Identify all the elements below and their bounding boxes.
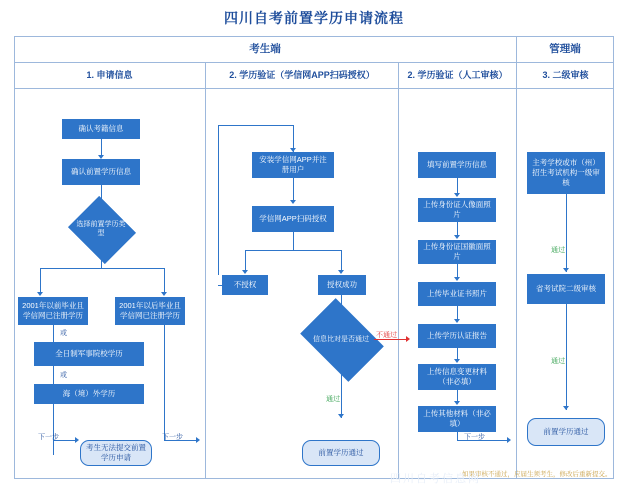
conn-c1-3 <box>101 250 102 268</box>
arrow-c3-7 <box>507 437 511 443</box>
conn-c4-1 <box>566 194 567 272</box>
footer-note: 如果审核不通过，应届生须考生，修改后重新提交。 <box>462 471 612 478</box>
node-upload-verify-report[interactable]: 上传学历认证报告 <box>418 324 496 348</box>
decision-label: 选择前置学历类型 <box>76 221 126 237</box>
arrow-c2-2 <box>242 270 248 274</box>
conn-c2-11 <box>341 363 342 418</box>
arrow-c2-4 <box>290 148 296 152</box>
arrow-c3-1 <box>454 193 460 197</box>
node-upload-diploma[interactable]: 上传毕业证书照片 <box>418 282 496 306</box>
divider-col2-col3 <box>398 62 399 479</box>
conn-c2-2 <box>293 232 294 250</box>
node-edu-pre2001[interactable]: 2001年以前毕业且学信网已注册学历 <box>18 297 88 325</box>
conn-c1-5 <box>40 268 41 294</box>
arrow-c2-6 <box>338 414 344 418</box>
arrow-c1-3 <box>37 292 43 296</box>
arrow-c3-6 <box>454 401 460 405</box>
node-not-authorized[interactable]: 不授权 <box>222 275 268 295</box>
label-fail: 不通过 <box>376 332 397 339</box>
node-confirm-exam-info[interactable]: 确认考籍信息 <box>62 119 140 139</box>
arrow-c1-5 <box>75 437 79 443</box>
node-scan-authorize[interactable]: 学信网APP扫码授权 <box>252 206 334 232</box>
page-title: 四川自考前置学历申请流程 <box>224 10 404 26</box>
node-cannot-submit[interactable]: 考生无法提交前置学历申请 <box>80 440 152 466</box>
divider-header-bottom <box>14 88 614 89</box>
arrow-c3-5 <box>454 359 460 363</box>
divider-header-top <box>14 62 614 63</box>
watermark: 四川自考信息网 <box>390 473 481 485</box>
colheader-4: 3. 二级审核 <box>542 70 589 80</box>
colheader-2: 2. 学历验证（学信网APP扫码授权） <box>229 70 375 80</box>
arrow-c2-3 <box>338 270 344 274</box>
label-or-2: 或 <box>60 372 67 379</box>
divider-col1-col2 <box>205 62 206 479</box>
divider-manage-col <box>516 36 517 479</box>
node-edu-post2001[interactable]: 2001年以后毕业且学信网已注册学历 <box>115 297 185 325</box>
node-fill-prior-edu[interactable]: 填写前置学历信息 <box>418 152 496 178</box>
node-upload-id-front[interactable]: 上传身份证人像面照片 <box>418 198 496 222</box>
conn-c2-6 <box>218 125 219 275</box>
conn-c4-2 <box>566 304 567 410</box>
arrow-c3-3 <box>454 277 460 281</box>
decision-label-2: 信息比对是否通过 <box>313 335 369 343</box>
label-next-step-1: 下一步 <box>38 434 59 441</box>
label-pass: 通过 <box>326 396 340 403</box>
arrow-c4-2 <box>563 406 569 410</box>
conn-c1-6 <box>164 268 165 294</box>
node-upload-change-docs[interactable]: 上传信息变更材料（非必填） <box>418 364 496 390</box>
node-second-level-review[interactable]: 省考试院二级审核 <box>527 274 605 304</box>
conn-c2-1 <box>293 178 294 202</box>
arrow-c3-4 <box>454 319 460 323</box>
conn-c3-7 <box>457 432 458 440</box>
arrow-c3-2 <box>454 235 460 239</box>
conn-c2-7 <box>218 125 293 126</box>
label-next-step-2: 下一步 <box>162 434 183 441</box>
conn-c2-4 <box>245 250 246 272</box>
colheader-3: 2. 学历验证（人工审核） <box>407 70 508 80</box>
conn-c2-5 <box>341 250 342 272</box>
arrow-c4-1 <box>563 268 569 272</box>
decision-select-edu-type[interactable] <box>76 208 126 250</box>
node-edu-overseas[interactable]: 海（境）外学历 <box>34 384 144 404</box>
decision-info-match[interactable] <box>308 315 374 363</box>
conn-c2-9 <box>218 285 222 286</box>
label-pass-2: 通过 <box>551 358 565 365</box>
node-upload-other-docs[interactable]: 上传其他材料（非必填） <box>418 406 496 432</box>
conn-c1-9 <box>164 325 165 440</box>
node-install-chsi-app[interactable]: 安装学信网APP并注册用户 <box>252 152 334 178</box>
label-pass-1: 通过 <box>551 247 565 254</box>
header-student: 考生端 <box>249 43 281 55</box>
node-prior-edu-pass-final[interactable]: 前置学历通过 <box>527 418 605 446</box>
label-or-1: 或 <box>60 330 67 337</box>
node-prior-edu-pass-2[interactable]: 前置学历通过 <box>302 440 380 466</box>
node-first-level-review[interactable]: 主考学校或市（州）招生考试机构一级审核 <box>527 152 605 194</box>
node-auth-success[interactable]: 授权成功 <box>318 275 366 295</box>
label-next-step-3: 下一步 <box>464 434 485 441</box>
header-admin: 管理端 <box>549 43 581 55</box>
colheader-1: 1. 申请信息 <box>86 70 133 80</box>
conn-c1-4 <box>40 268 164 269</box>
node-confirm-prior-edu[interactable]: 确认前置学历信息 <box>62 159 140 185</box>
arrow-c2-1 <box>290 200 296 204</box>
arrow-c2-fail <box>406 336 410 342</box>
arrow-c1-6 <box>196 437 200 443</box>
arrow-c1-4 <box>161 292 167 296</box>
conn-c2-3 <box>245 250 341 251</box>
node-upload-id-back[interactable]: 上传身份证国徽面照片 <box>418 240 496 264</box>
node-edu-military[interactable]: 全日制军事院校学历 <box>34 342 144 366</box>
